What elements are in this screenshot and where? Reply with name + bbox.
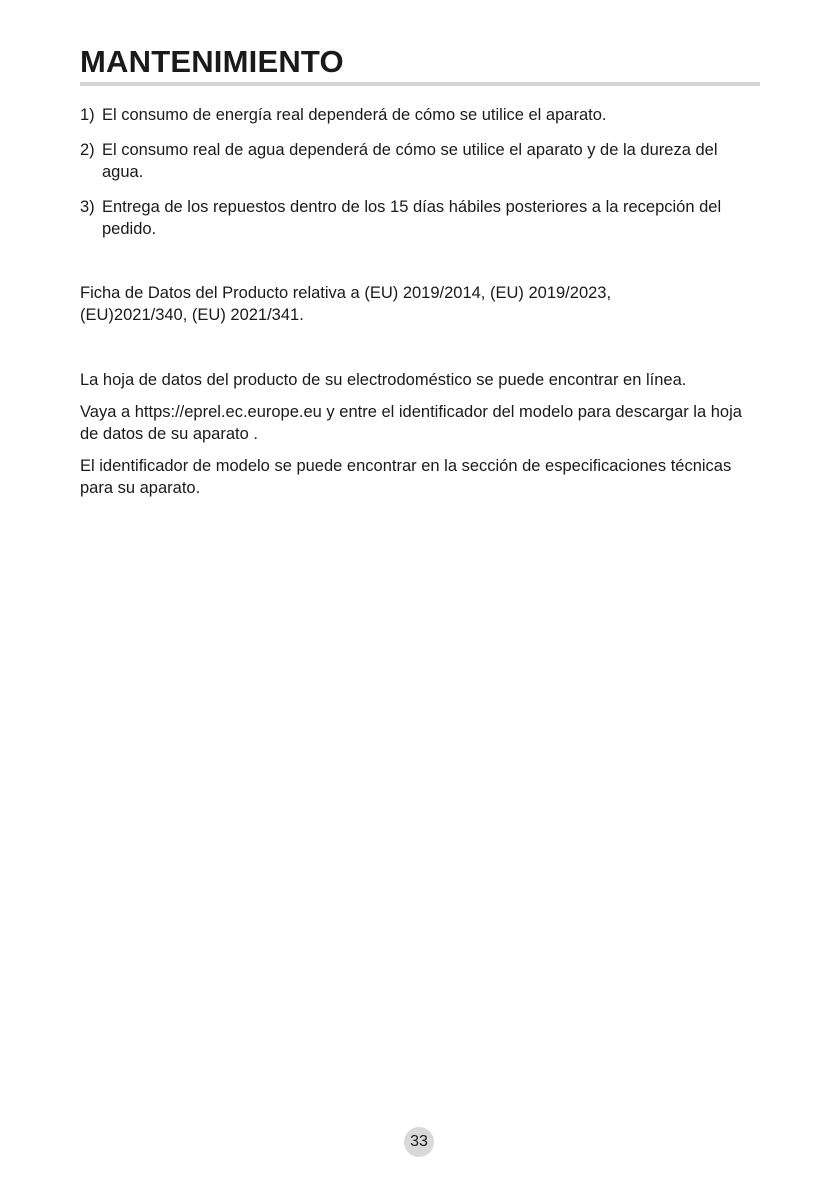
note-text: El consumo real de agua dependerá de cómo se utilice el aparato y de la dureza del agua.: [102, 141, 718, 181]
note-item: [80, 196, 760, 240]
note-number: 2): [80, 141, 95, 159]
product-data-sheet-line-2: (EU)2021/340, (EU) 2021/341.: [80, 306, 304, 324]
note-number: 1): [80, 106, 95, 124]
page-content: [80, 104, 760, 497]
note-number: 3): [80, 198, 95, 216]
eprel-instructions-paragraph: Vaya a https://eprel.ec.europe.eu y entre el identificador del modelo para descargar la hoja de datos de su aparato .: [80, 403, 742, 443]
product-data-sheet-line-1: Ficha de Datos del Producto relativa a (EU) 2019/2014, (EU) 2019/2023,: [80, 284, 612, 302]
note-text: Entrega de los repuestos dentro de los 15 días hábiles posteriores a la recepción del pedido.: [102, 198, 722, 238]
notes-list: [80, 104, 760, 240]
note-item: [80, 104, 760, 126]
page-number-badge: 33: [404, 1127, 434, 1157]
page-title: MANTENIMIENTO: [80, 44, 344, 79]
title-underline: [80, 82, 760, 86]
online-datasheet-paragraph: La hoja de datos del producto de su electrodoméstico se puede encontrar en línea.: [80, 371, 687, 389]
product-data-sheet-reference: [80, 282, 760, 326]
model-identifier-paragraph: El identificador de modelo se puede encontrar en la sección de especificaciones técnicas para su aparato.: [80, 457, 732, 497]
note-text: El consumo de energía real dependerá de cómo se utilice el aparato.: [102, 106, 607, 124]
note-item: [80, 139, 760, 183]
